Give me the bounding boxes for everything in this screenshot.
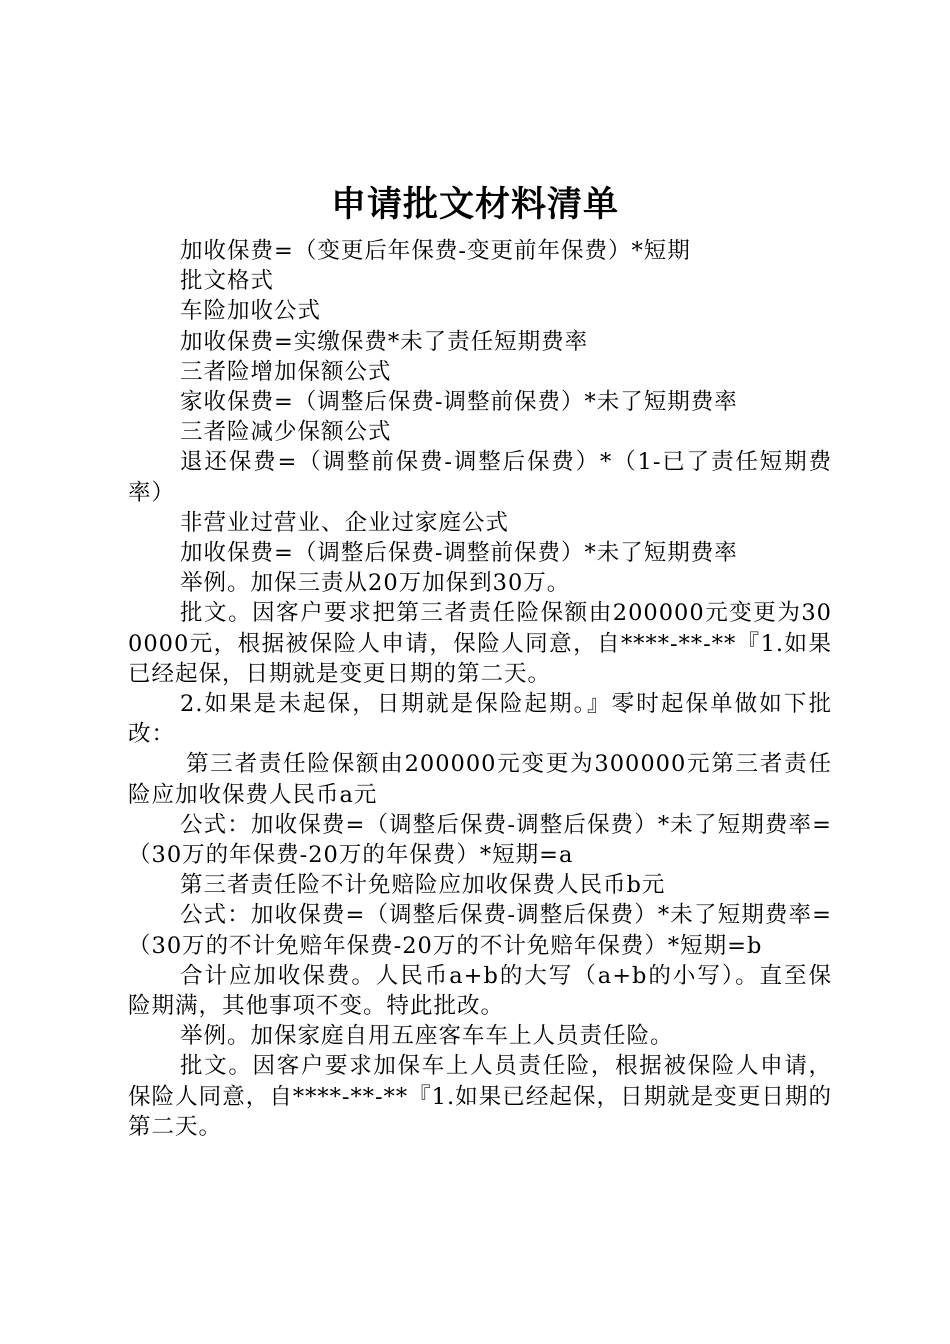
paragraph: 举例。加保三责从20万加保到30万。 bbox=[180, 570, 571, 597]
paragraph: 公式：加收保费=（调整后保费-调整后保费）*未了短期费率=（30万的不计免赔年保费-20万的不计免赔年保费）*短期=b bbox=[128, 902, 832, 959]
paragraph: 加收保费=（变更后年保费-变更前年保费）*短期 bbox=[180, 238, 691, 264]
paragraph: 合计应加收保费。人民币a+b的大写（a+b的小写）。直至保险期满，其他事项不变。特此批改。 bbox=[128, 962, 832, 1020]
paragraph: 第三者责任险保额由200000元变更为300000元第三者责任险应加收保费人民币a元 bbox=[128, 751, 832, 808]
paragraph: 退还保费=（调整前保费-调整后保费）*（1-已了责任短期费率） bbox=[128, 449, 832, 506]
paragraph: 第三者责任险不计免赔险应加收保费人民币b元 bbox=[180, 872, 666, 899]
paragraph: 公式：加收保费=（调整后保费-调整后保费）*未了短期费率=（30万的年保费-20万的年保费）*短期=a bbox=[128, 811, 832, 869]
document-title: 申请批文材料清单 bbox=[330, 185, 619, 225]
paragraph: 加收保费=实缴保费*未了责任短期费率 bbox=[180, 328, 589, 355]
paragraph: 举例。加保家庭自用五座客车车上人员责任险。 bbox=[180, 1023, 674, 1050]
paragraph: 家收保费=（调整后保费-调整前保费）*未了短期费率 bbox=[180, 389, 738, 416]
paragraph: 三者险减少保额公式 bbox=[180, 419, 392, 446]
paragraph: 2.如果是未起保，日期就是保险起期。』零时起保单做如下批改： bbox=[128, 691, 832, 748]
paragraph: 三者险增加保额公式 bbox=[180, 358, 392, 385]
document-body bbox=[128, 236, 832, 1142]
paragraph: 批文。因客户要求加保车上人员责任险，根据被保险人申请，保险人同意，自****-**-**『1.如果已经起保，日期就是变更日期的第二天。 bbox=[128, 1053, 832, 1140]
paragraph: 加收保费=（调整后保费-调整前保费）*未了短期费率 bbox=[180, 540, 738, 567]
paragraph: 车险加收公式 bbox=[180, 298, 322, 325]
paragraph: 批文。因客户要求把第三者责任险保额由200000元变更为300000元，根据被保险人申请，保险人同意，自****-**-**『1.如果已经起保，日期就是变更日期的第二天。 bbox=[128, 600, 832, 687]
paragraph: 非营业过营业、企业过家庭公式 bbox=[180, 509, 510, 536]
paragraph: 批文格式 bbox=[180, 268, 275, 295]
